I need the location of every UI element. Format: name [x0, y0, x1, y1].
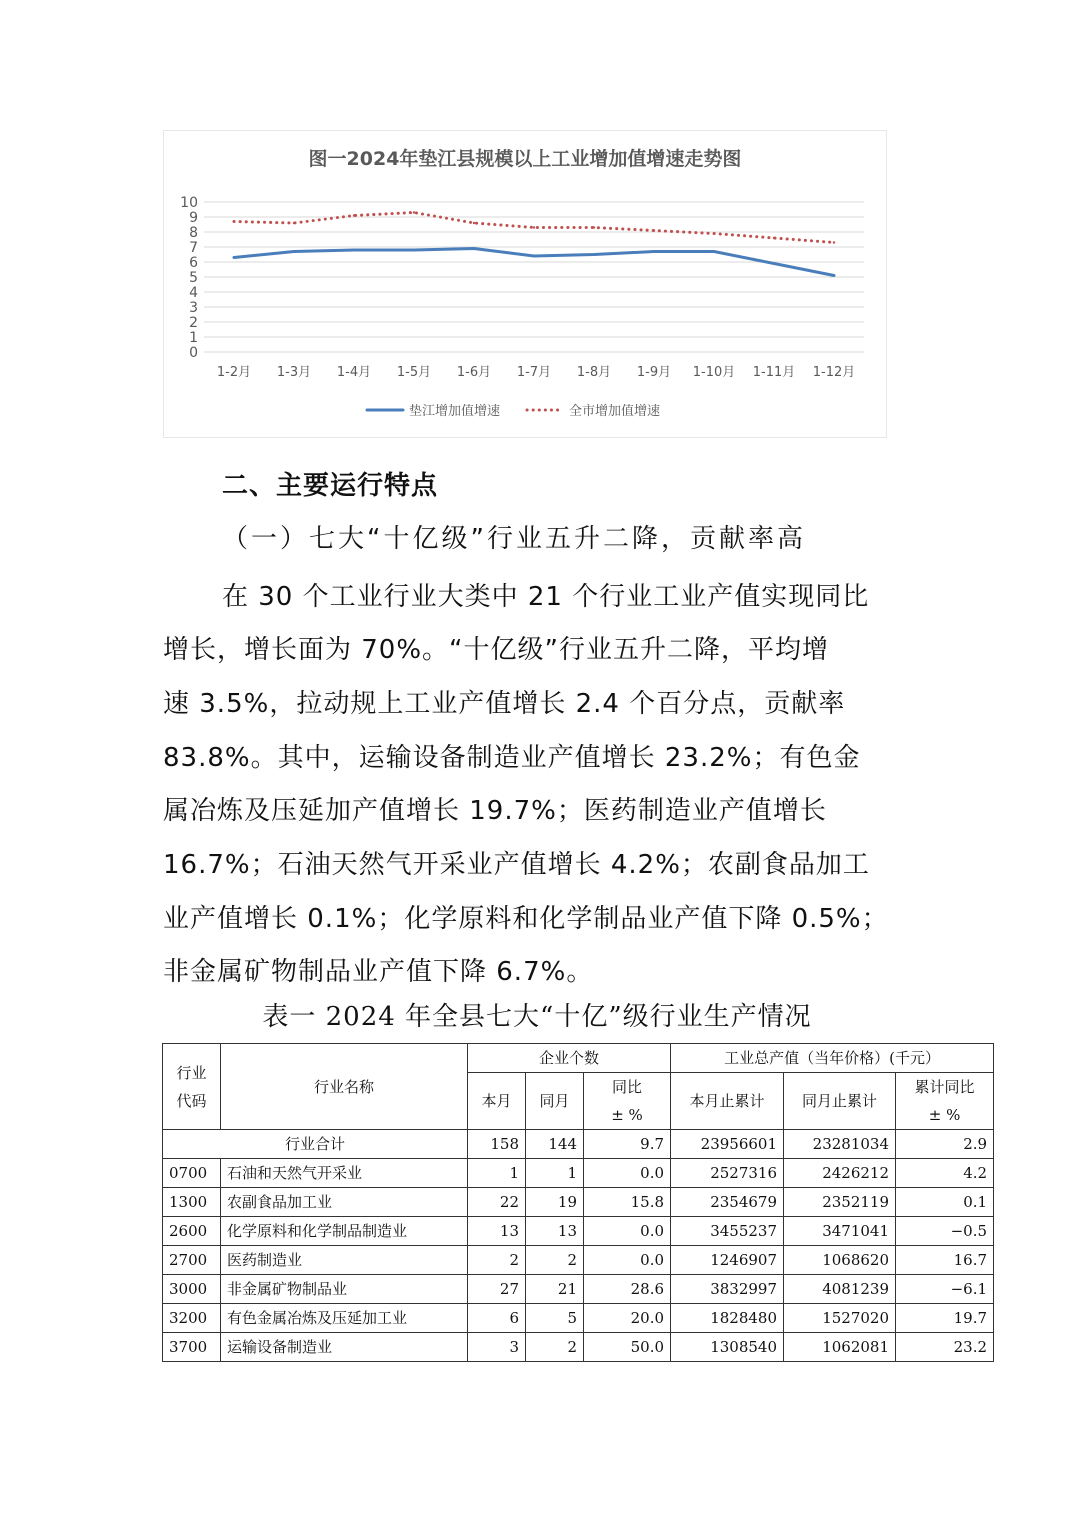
data-point: [353, 249, 355, 251]
x-tick-label: 1-10月: [692, 365, 736, 380]
total-this-month: 158: [468, 1130, 526, 1159]
total-cum-yoy: 2.9: [896, 1130, 994, 1159]
header-same-month: 同月: [526, 1073, 584, 1130]
header-cum-this: 本月止累计: [671, 1073, 784, 1130]
count-yoy: 0.0: [584, 1217, 671, 1246]
cum-yoy-value: −6.1: [896, 1275, 994, 1304]
section-heading: 二、主要运行特点: [222, 471, 439, 501]
cum-this-value: 3455237: [671, 1217, 784, 1246]
same-month-count: 19: [526, 1188, 584, 1217]
data-point: [593, 253, 595, 255]
x-tick-label: 1-8月: [576, 365, 612, 380]
cum-yoy-value: −0.5: [896, 1217, 994, 1246]
cum-yoy-value: 19.7: [896, 1304, 994, 1333]
industry-code: 2600: [163, 1217, 221, 1246]
total-cum-this: 23956601: [671, 1130, 784, 1159]
same-month-count: 1: [526, 1159, 584, 1188]
body-line: 83.8%。其中，运输设备制造业产值增长 23.2%；有色金: [163, 743, 861, 773]
body-line: 非金属矿物制品业产值下降 6.7%。: [163, 957, 594, 987]
count-yoy: 0.0: [584, 1159, 671, 1188]
data-point: [473, 247, 475, 249]
y-tick-label: 0: [189, 345, 198, 361]
table-title: 表一 2024 年全县七大“十亿”级行业生产情况: [262, 1002, 812, 1032]
this-month-count: 3: [468, 1333, 526, 1362]
cum-same-value: 1527020: [784, 1304, 896, 1333]
industry-name: 石油和天然气开采业: [221, 1159, 468, 1188]
table-header-row: [163, 1044, 994, 1073]
cum-same-value: 1068620: [784, 1246, 896, 1275]
total-same-month: 144: [526, 1130, 584, 1159]
y-tick-label: 1: [189, 330, 198, 346]
data-point: [233, 220, 235, 222]
header-yoy: 同比 ± %: [584, 1073, 671, 1130]
table-row: [163, 1333, 994, 1362]
body-line: 速 3.5%，拉动规上工业产值增长 2.4 个百分点，贡献率: [163, 689, 846, 719]
industry-code: 1300: [163, 1188, 221, 1217]
same-month-count: 5: [526, 1304, 584, 1333]
same-month-count: 21: [526, 1275, 584, 1304]
body-line: 在 30 个工业行业大类中 21 个行业工业产值实现同比: [222, 582, 870, 612]
table-row: [163, 1246, 994, 1275]
count-yoy: 15.8: [584, 1188, 671, 1217]
same-month-count: 13: [526, 1217, 584, 1246]
cum-this-value: 1246907: [671, 1246, 784, 1275]
table-body: [163, 1159, 994, 1362]
cum-same-value: 4081239: [784, 1275, 896, 1304]
data-point: [773, 237, 775, 239]
body-line: 业产值增长 0.1%；化学原料和化学制品业产值下降 0.5%；: [163, 904, 889, 934]
industry-name: 非金属矿物制品业: [221, 1275, 468, 1304]
table-total-row: [163, 1130, 994, 1159]
industry-name: 运输设备制造业: [221, 1333, 468, 1362]
table-row: [163, 1188, 994, 1217]
growth-trend-chart: [163, 130, 887, 438]
data-point: [233, 256, 235, 258]
chart-canvas: [164, 131, 886, 437]
count-yoy: 50.0: [584, 1333, 671, 1362]
cum-yoy-value: 23.2: [896, 1333, 994, 1362]
x-tick-label: 1-4月: [336, 365, 372, 380]
data-point: [293, 250, 295, 252]
count-yoy: 28.6: [584, 1275, 671, 1304]
data-point: [833, 274, 835, 276]
cum-same-value: 3471041: [784, 1217, 896, 1246]
data-point: [713, 250, 715, 252]
x-tick-label: 1-3月: [276, 365, 312, 380]
body-line: 16.7%；石油天然气开采业产值增长 4.2%；农副食品加工: [163, 850, 870, 880]
industry-name: 农副食品加工业: [221, 1188, 468, 1217]
x-tick-label: 1-5月: [396, 365, 432, 380]
same-month-count: 2: [526, 1333, 584, 1362]
this-month-count: 6: [468, 1304, 526, 1333]
table-row: [163, 1217, 994, 1246]
industry-table: [162, 1043, 994, 1362]
y-tick-label: 6: [189, 255, 198, 271]
industry-code: 0700: [163, 1159, 221, 1188]
legend-label: 垫江增加值增速: [409, 404, 501, 419]
data-point: [533, 226, 535, 228]
y-tick-label: 2: [189, 315, 198, 331]
cum-yoy-value: 4.2: [896, 1159, 994, 1188]
industry-name: 医药制造业: [221, 1246, 468, 1275]
y-tick-label: 4: [189, 285, 198, 301]
industry-code: 3000: [163, 1275, 221, 1304]
legend-label: 全市增加值增速: [569, 404, 661, 419]
table-row: [163, 1159, 994, 1188]
industry-code: 3200: [163, 1304, 221, 1333]
header-name: 行业名称: [221, 1044, 468, 1130]
header-output-value: 工业总产值（当年价格）(千元）: [671, 1044, 994, 1073]
cum-this-value: 2354679: [671, 1188, 784, 1217]
cum-this-value: 3832997: [671, 1275, 784, 1304]
data-point: [833, 241, 835, 243]
header-this-month: 本月: [468, 1073, 526, 1130]
table-row: [163, 1304, 994, 1333]
cum-same-value: 2352119: [784, 1188, 896, 1217]
industry-name: 有色金属冶炼及压延加工业: [221, 1304, 468, 1333]
industry-code: 2700: [163, 1246, 221, 1275]
data-point: [533, 255, 535, 257]
chart-title: 图一2024年垫江县规模以上工业增加值增速走势图: [308, 148, 742, 170]
x-tick-label: 1-11月: [752, 365, 796, 380]
industry-name: 化学原料和化学制品制造业: [221, 1217, 468, 1246]
cum-this-value: 2527316: [671, 1159, 784, 1188]
this-month-count: 27: [468, 1275, 526, 1304]
header-enterprise-count: 企业个数: [468, 1044, 671, 1073]
data-point: [653, 250, 655, 252]
header-code: 行业 代码: [163, 1044, 221, 1130]
body-line: 增长，增长面为 70%。“十亿级”行业五升二降，平均增: [163, 635, 829, 665]
sub-heading: （一）七大“十亿级”行业五升二降，贡献率高: [222, 524, 806, 554]
y-tick-label: 9: [189, 210, 198, 226]
data-point: [653, 229, 655, 231]
count-yoy: 20.0: [584, 1304, 671, 1333]
x-tick-label: 1-12月: [812, 365, 856, 380]
y-tick-label: 3: [189, 300, 198, 316]
table-row: [163, 1275, 994, 1304]
cum-yoy-value: 0.1: [896, 1188, 994, 1217]
data-point: [773, 262, 775, 264]
same-month-count: 2: [526, 1246, 584, 1275]
total-yoy: 9.7: [584, 1130, 671, 1159]
cum-this-value: 1828480: [671, 1304, 784, 1333]
total-cum-same: 23281034: [784, 1130, 896, 1159]
y-tick-label: 5: [189, 270, 198, 286]
data-point: [293, 222, 295, 224]
total-label: 行业合计: [163, 1130, 468, 1159]
data-point: [413, 211, 415, 213]
data-point: [413, 249, 415, 251]
header-cum-yoy: 累计同比 ± %: [896, 1073, 994, 1130]
x-tick-label: 1-7月: [516, 365, 552, 380]
x-tick-label: 1-9月: [636, 365, 672, 380]
cum-yoy-value: 16.7: [896, 1246, 994, 1275]
cum-same-value: 2426212: [784, 1159, 896, 1188]
data-point: [713, 232, 715, 234]
x-tick-label: 1-6月: [456, 365, 492, 380]
cum-this-value: 1308540: [671, 1333, 784, 1362]
cum-same-value: 1062081: [784, 1333, 896, 1362]
y-tick-label: 10: [180, 195, 198, 211]
this-month-count: 13: [468, 1217, 526, 1246]
this-month-count: 2: [468, 1246, 526, 1275]
data-point: [353, 214, 355, 216]
industry-code: 3700: [163, 1333, 221, 1362]
count-yoy: 0.0: [584, 1246, 671, 1275]
this-month-count: 22: [468, 1188, 526, 1217]
this-month-count: 1: [468, 1159, 526, 1188]
data-point: [473, 222, 475, 224]
data-point: [593, 226, 595, 228]
x-tick-label: 1-2月: [216, 365, 252, 380]
y-tick-label: 8: [189, 225, 198, 241]
header-cum-same: 同月止累计: [784, 1073, 896, 1130]
body-line: 属冶炼及压延加产值增长 19.7%；医药制造业产值增长: [163, 796, 827, 826]
y-tick-label: 7: [189, 240, 198, 256]
